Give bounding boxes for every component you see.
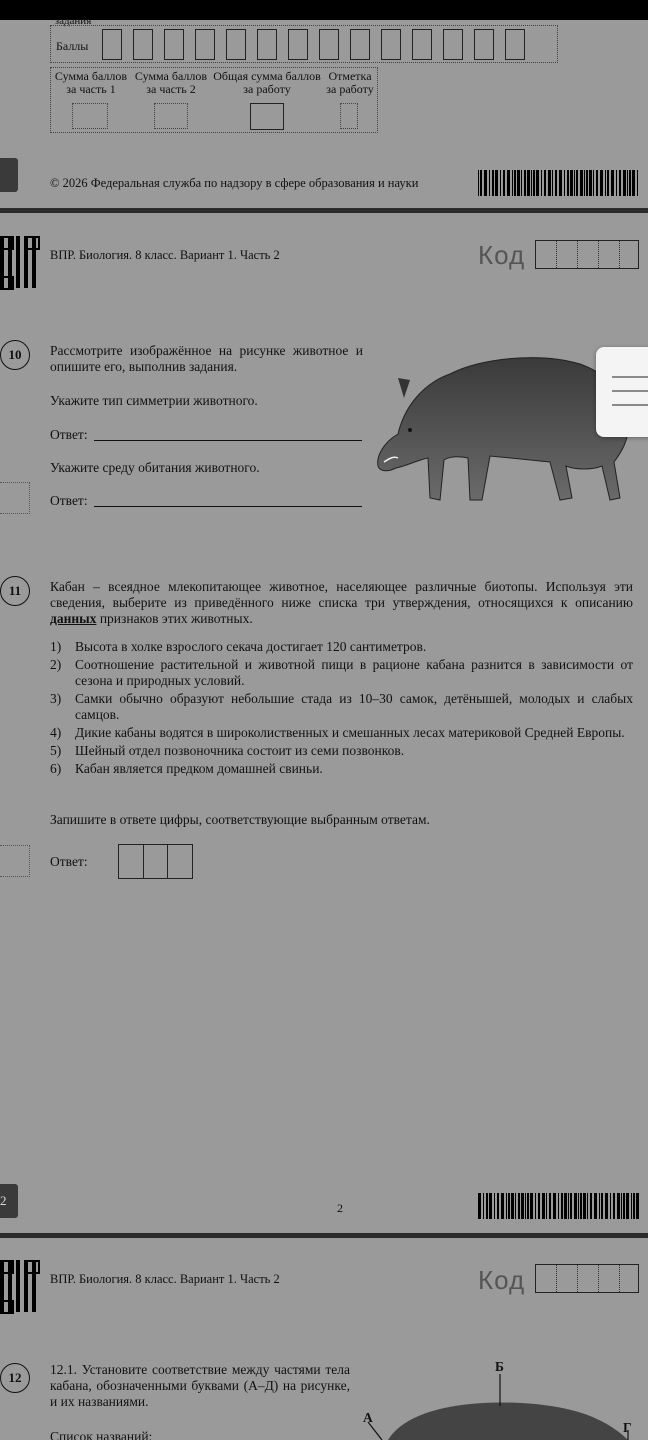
kod-input[interactable] bbox=[535, 1264, 639, 1293]
summary-header-4: Отметка за работу bbox=[326, 69, 374, 96]
q11-instruction: Запишите в ответе цифры, соответствующие выбранным ответам. bbox=[50, 812, 430, 827]
points-label: Баллы bbox=[56, 39, 89, 53]
top-black-bar bbox=[0, 0, 648, 20]
task-row-label: задания bbox=[54, 15, 92, 27]
points-cell[interactable] bbox=[350, 29, 370, 60]
q12-text: 12.1. Установите соответствие между частями тела кабана, обозначенными буквами (А–Д) на рисунке, и их названиями. bbox=[50, 1362, 350, 1409]
points-cell[interactable] bbox=[102, 29, 122, 60]
page-separator bbox=[0, 1233, 648, 1238]
menu-button[interactable] bbox=[596, 347, 648, 437]
points-cell[interactable] bbox=[288, 29, 308, 60]
menu-icon bbox=[612, 376, 648, 378]
points-cell[interactable] bbox=[133, 29, 153, 60]
q11-option: 5) Шейный отдел позвоночника состоит из семи позвонков. bbox=[50, 743, 405, 758]
q10-task-symmetry: Укажите тип симметрии животного. bbox=[50, 393, 258, 408]
points-cell[interactable] bbox=[412, 29, 432, 60]
points-cell[interactable] bbox=[257, 29, 277, 60]
kod-input[interactable] bbox=[535, 240, 639, 269]
q11-score-box bbox=[0, 845, 30, 877]
q10-answer1-label: Ответ: bbox=[50, 427, 88, 442]
summary-header-3: Общая сумма баллов за работу bbox=[213, 69, 321, 96]
question-number-12: 12 bbox=[0, 1363, 30, 1393]
total-sum-field[interactable] bbox=[250, 103, 284, 130]
q10-intro: Рассмотрите изображённое на рисунке животное и опишите его, выполнив задания. bbox=[50, 343, 363, 374]
points-cell[interactable] bbox=[226, 29, 246, 60]
q10-answer2-label: Ответ: bbox=[50, 493, 88, 508]
kod-label: Код bbox=[478, 1265, 526, 1295]
question-number-11: 11 bbox=[0, 576, 30, 606]
copyright-text: © 2026 Федеральная служба по надзору в сфере образования и науки bbox=[50, 176, 419, 190]
kod-label: Код bbox=[478, 240, 526, 270]
q11-option: 1) Высота в холке взрослого секача достигает 120 сантиметров. bbox=[50, 639, 427, 654]
q11-option: 2) Соотношение растительной и животной пищи в рационе кабана разнится в зависимости от сезона и природных условий. bbox=[50, 657, 633, 688]
barcode-icon bbox=[478, 1193, 640, 1219]
points-cell[interactable] bbox=[381, 29, 401, 60]
page-header-title: ВПР. Биология. 8 класс. Вариант 1. Часть 2 bbox=[50, 1272, 280, 1286]
q11-intro: Кабан – всеядное млекопитающее животное, населяющее различные биотопы. Используя эти сведения, выберите из приведённого ниже списка три утверждения, относящихся к описанию данных признаков этих животных. bbox=[50, 579, 633, 626]
q10-score-box bbox=[0, 482, 30, 514]
points-cell[interactable] bbox=[195, 29, 215, 60]
q11-answer-boxes[interactable] bbox=[118, 844, 193, 879]
sum-part2-field[interactable] bbox=[154, 103, 188, 129]
barcode-icon bbox=[478, 170, 640, 196]
points-cell[interactable] bbox=[164, 29, 184, 60]
label-b: Б bbox=[495, 1359, 504, 1374]
page-separator bbox=[0, 208, 648, 213]
q10-answer1-line[interactable] bbox=[94, 428, 362, 441]
qr-code-icon bbox=[0, 1260, 40, 1314]
page-tab-left bbox=[0, 158, 18, 192]
question-number-10: 10 bbox=[0, 340, 30, 370]
points-cell[interactable] bbox=[319, 29, 339, 60]
grade-field[interactable] bbox=[340, 103, 358, 129]
page-header-title: ВПР. Биология. 8 класс. Вариант 1. Часть 2 bbox=[50, 248, 280, 262]
page-tab-left: 2 bbox=[0, 1184, 18, 1218]
q12-list-label: Список названий: bbox=[50, 1429, 153, 1440]
q11-answer-label: Ответ: bbox=[50, 854, 88, 869]
points-cell[interactable] bbox=[443, 29, 463, 60]
summary-header-2: Сумма баллов за часть 2 bbox=[134, 69, 208, 96]
boar-labeled-illustration bbox=[360, 1356, 648, 1440]
q11-option: 3) Самки обычно образуют небольшие стада из 10–30 самок, детёнышей, молодых и слабых самцов. bbox=[50, 691, 633, 722]
q11-option: 6) Кабан является предком домашней свиньи. bbox=[50, 761, 323, 776]
points-cell[interactable] bbox=[474, 29, 494, 60]
q11-options-list bbox=[50, 639, 633, 779]
q10-answer2-line[interactable] bbox=[94, 494, 362, 507]
summary-header-1: Сумма баллов за часть 1 bbox=[54, 69, 128, 96]
points-cell[interactable] bbox=[505, 29, 525, 60]
label-g: Г bbox=[623, 1420, 632, 1435]
q11-option: 4) Дикие кабаны водятся в широколиственных и смешанных лесах материковой Средней Европы. bbox=[50, 725, 625, 740]
q10-task-habitat: Укажите среду обитания животного. bbox=[50, 460, 260, 475]
qr-code-icon bbox=[0, 236, 40, 290]
label-a: А bbox=[363, 1410, 373, 1425]
page-number: 2 bbox=[337, 1201, 343, 1215]
sum-part1-field[interactable] bbox=[72, 103, 108, 129]
